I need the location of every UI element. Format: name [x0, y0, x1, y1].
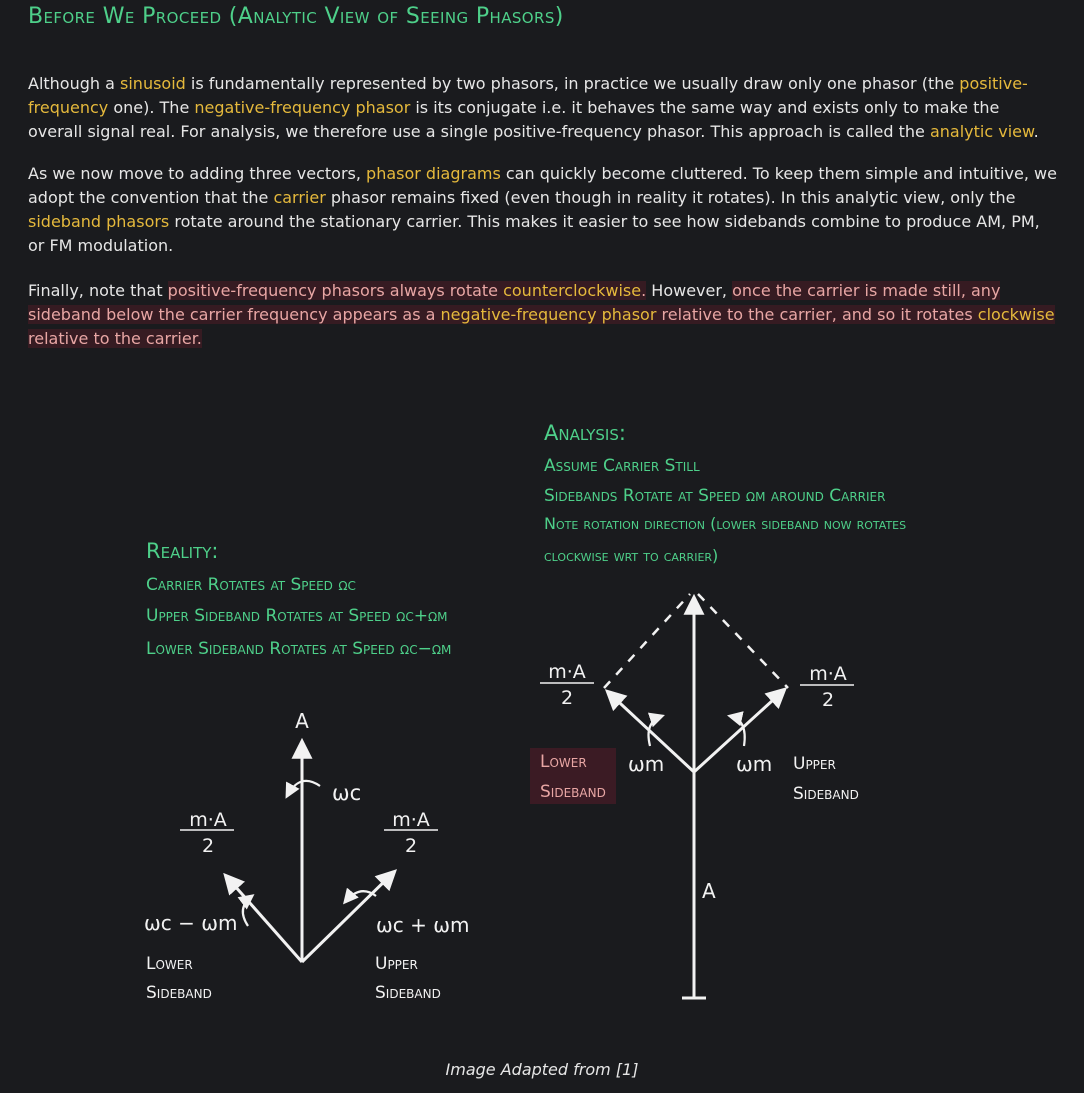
analysis-direction-note-2: clockwise wrt to carrier) [544, 546, 719, 565]
highlight-carrier: carrier [273, 188, 326, 207]
section-heading: Before We Proceed (Analytic View of Seeing Phasors) [28, 4, 564, 29]
reality-notes [146, 539, 451, 659]
analysis-notes [544, 421, 906, 565]
analysis-carrier-amplitude-label: A [702, 879, 716, 903]
analysis-direction-note: Note rotation direction (lower sideband now rotates [544, 514, 907, 533]
carrier-rate-label: ωc [332, 781, 362, 805]
analysis-title: Analysis: [544, 421, 626, 445]
dashed-sum-left [604, 594, 690, 688]
highlight-positive-frequency-rotation: positive-frequency phasors always rotate counterclockwise. [167, 281, 647, 300]
figure-caption: Image Adapted from [1] [445, 1060, 639, 1079]
highlight-negative-frequency-phasor: negative-frequency phasor [194, 98, 411, 117]
highlight-phasor-diagrams: phasor diagrams [366, 164, 501, 183]
analysis-upper-amplitude-fraction [800, 663, 854, 711]
analysis-upper-sideband-label: Upper [793, 754, 836, 774]
reality-lower-note: Lower Sideband Rotates at Speed ωc−ωm [146, 639, 452, 659]
paragraph-analytic-view: Although a sinusoid is fundamentally represented by two phasors, in practice we usually draw only one phasor (the positive-frequency one). The negative-frequency phasor is its conjugate i.e. it behaves the same way and exists only to make the overall signal real. For analysis, we therefore use a single positive-frequency phasor. This approach is called the analytic view. [28, 74, 1039, 141]
analysis-lower-sideband-label: Lower [540, 752, 587, 772]
analysis-lower-rate-label: ωm [628, 752, 665, 776]
analysis-sideband-note: Sidebands Rotate at Speed ωm around Carrier [544, 486, 886, 506]
lower-sideband-label: Lower [146, 954, 193, 974]
analysis-carrier-note: Assume Carrier Still [544, 456, 700, 476]
analysis-upper-rate-label: ωm [736, 752, 773, 776]
highlight-carrier-still: once the carrier is made still, any sideband below the carrier frequency appears as a negative-frequency phasor relative to the carrier, and so it rotates clockwise relative to the carrier. [28, 281, 1055, 348]
highlight-analytic-view: analytic view [929, 122, 1034, 141]
lower-amplitude-fraction [180, 809, 234, 857]
upper-sideband-label: Upper [375, 954, 418, 974]
upper-rate-label: ωc + ωm [376, 913, 470, 937]
dashed-sum-right [698, 594, 788, 688]
upper-rotation-arrow-icon [345, 891, 376, 902]
highlight-positive-frequency: positive-frequency [28, 74, 1028, 117]
upper-amplitude-fraction [384, 809, 438, 857]
lower-rate-label: ωc − ωm [144, 911, 238, 935]
paragraph-phasor-diagrams: As we now move to adding three vectors, phasor diagrams can quickly become cluttered. To keep them simple and intuitive, we adopt the convention that the carrier phasor remains fixed (even though in reality it rotates). In this analytic view, only the sideband phasors rotate around the stationary carrier. This makes it easier to see how sidebands combine to produce AM, PM, or FM modulation. [28, 164, 1057, 255]
svg-text:2: 2 [560, 687, 574, 709]
svg-text:2: 2 [821, 689, 835, 711]
reality-diagram [144, 709, 469, 1003]
analysis-diagram [530, 594, 859, 998]
reality-title: Reality: [146, 539, 219, 563]
highlight-sinusoid: sinusoid [120, 74, 186, 93]
upper-sideband-label-2: Sideband [375, 983, 441, 1003]
svg-text:m·A: m·A [189, 809, 227, 831]
reality-carrier-note: Carrier Rotates at Speed ωc [146, 575, 356, 595]
analysis-lower-sideband-label-2: Sideband [540, 782, 606, 802]
svg-text:m·A: m·A [548, 661, 586, 683]
paragraph-rotation-direction: Finally, note that positive-frequency phasors always rotate counterclockwise. However, once the carrier is made still, any sideband below the carrier frequency appears as a negative-frequency phasor relative to the carrier, and so it rotates clockwise relative to the carrier. [28, 281, 1055, 348]
carrier-amplitude-label: A [295, 709, 309, 733]
lower-sideband-label-2: Sideband [146, 983, 212, 1003]
svg-text:2: 2 [201, 835, 215, 857]
svg-text:m·A: m·A [809, 663, 847, 685]
reality-upper-note: Upper Sideband Rotates at Speed ωc+ωm [146, 606, 448, 626]
analysis-lower-amplitude-fraction [540, 661, 594, 709]
svg-text:2: 2 [404, 835, 418, 857]
svg-text:m·A: m·A [392, 809, 430, 831]
highlight-sideband-phasors: sideband phasors [28, 212, 170, 231]
analysis-upper-sideband-label-2: Sideband [793, 784, 859, 804]
lower-rotation-arrow-icon [243, 896, 252, 926]
